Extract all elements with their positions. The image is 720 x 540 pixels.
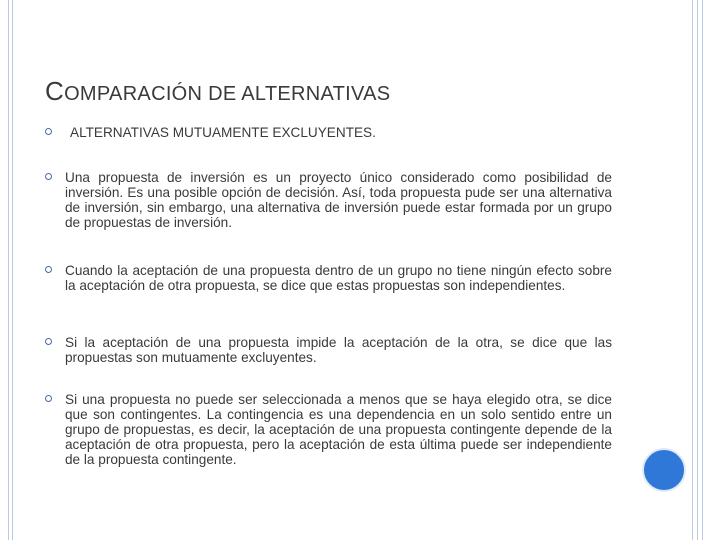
frame-line-right-3 [702,0,703,540]
bullet-circle-icon [45,173,52,180]
bullet-text: Una propuesta de inversión es un proyecto único considerado como posibilidad de inversión. Es una posible opción de decisión. Así, toda propuesta pude ser una alternativa de inversión, sin embargo, una alternativa de inversión puede estar formada por un grupo de propuestas de inversión. [65,170,612,230]
bullet-item [45,263,612,293]
frame-line-right-1 [692,0,693,540]
frame-line-left-outer [8,0,9,540]
bullet-circle-icon [45,128,52,135]
frame-line-right-2 [697,0,698,540]
slide-title [45,76,390,107]
bullet-circle-icon [45,266,52,273]
bullet-circle-icon [45,395,52,402]
bullet-circle-icon [45,338,52,345]
bullet-item [45,170,612,230]
bullet-text: Si una propuesta no puede ser seleccionada a menos que se haya elegido otra, se dice que son contingentes. La contingencia es una dependencia en un solo sentido entre un grupo de propuestas, es decir, la aceptación de una propuesta contingente depende de la aceptación de otra propuesta, pero la aceptación de esta última puede ser independiente de la propuesta contingente. [65,392,612,467]
slide-title-rest: OMPARACIÓN DE ALTERNATIVAS [64,83,391,105]
decorative-circle [642,448,686,492]
bullet-text: Si la aceptación de una propuesta impide la aceptación de la otra, se dice que las propuestas son mutuamente excluyentes. [65,335,612,365]
bullet-text: ALTERNATIVAS MUTUAMENTE EXCLUYENTES. [70,125,376,140]
bullet-item [45,125,612,140]
frame-line-left-inner [12,0,13,540]
slide-title-initial: C [45,76,65,106]
bullet-item [45,335,612,365]
bullet-text: Cuando la aceptación de una propuesta dentro de un grupo no tiene ningún efecto sobre la aceptación de otra propuesta, se dice que estas propuestas son independientes. [65,263,612,293]
bullet-item [45,392,612,467]
